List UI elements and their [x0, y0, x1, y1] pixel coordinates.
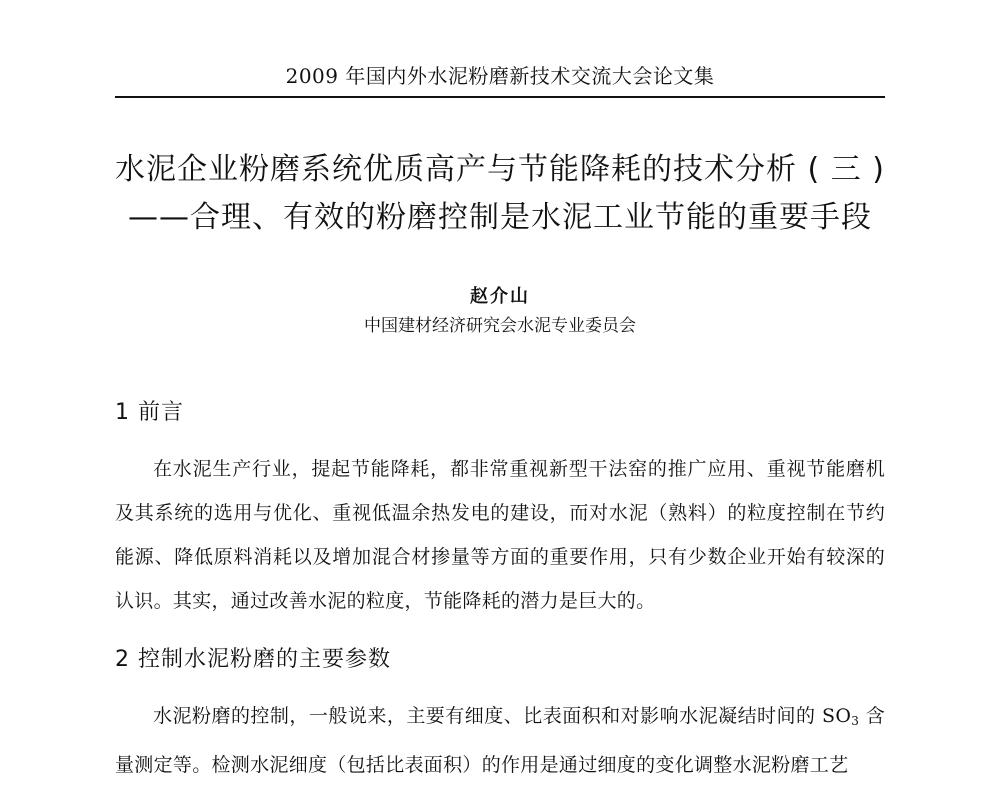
paragraph-text-part: 水泥粉磨的控制，一般说来，主要有细度、比表面积和对影响水泥凝结时间的 SO	[153, 705, 852, 727]
article-title: 水泥企业粉磨系统优质高产与节能降耗的技术分析 ( 三 )	[114, 152, 886, 187]
section-paragraph-parameters	[115, 694, 885, 787]
header-rule	[115, 96, 885, 98]
author-name: 赵介山	[470, 286, 530, 307]
article-subtitle: ——合理、有效的粉磨控制是水泥工业节能的重要手段	[128, 200, 872, 235]
section-heading-introduction: 1 前言	[115, 400, 184, 425]
running-header: 2009 年国内外水泥粉磨新技术交流大会论文集	[285, 64, 715, 88]
paragraph-text-part: 含量测定等。检测水泥细度（包括比表面积）的作用是通过细度的变化调整水泥粉磨工艺	[115, 705, 886, 776]
author-affiliation: 中国建材经济研究会水泥专业委员会	[364, 316, 636, 336]
section-heading-parameters: 2 控制水泥粉磨的主要参数	[115, 647, 391, 672]
so3-subscript: 3	[851, 714, 860, 728]
section-paragraph-introduction: 在水泥生产行业，提起节能降耗，都非常重视新型干法窑的推广应用、重视节能磨机及其系统的选用与优化、重视低温余热发电的建设，而对水泥（熟料）的粒度控制在节约能源、降低原料消耗以及增加混合材掺量等方面的重要作用，只有少数企业开始有较深的认识。其实，通过改善水泥的粒度，节能降耗的潜力是巨大的。	[115, 458, 885, 612]
